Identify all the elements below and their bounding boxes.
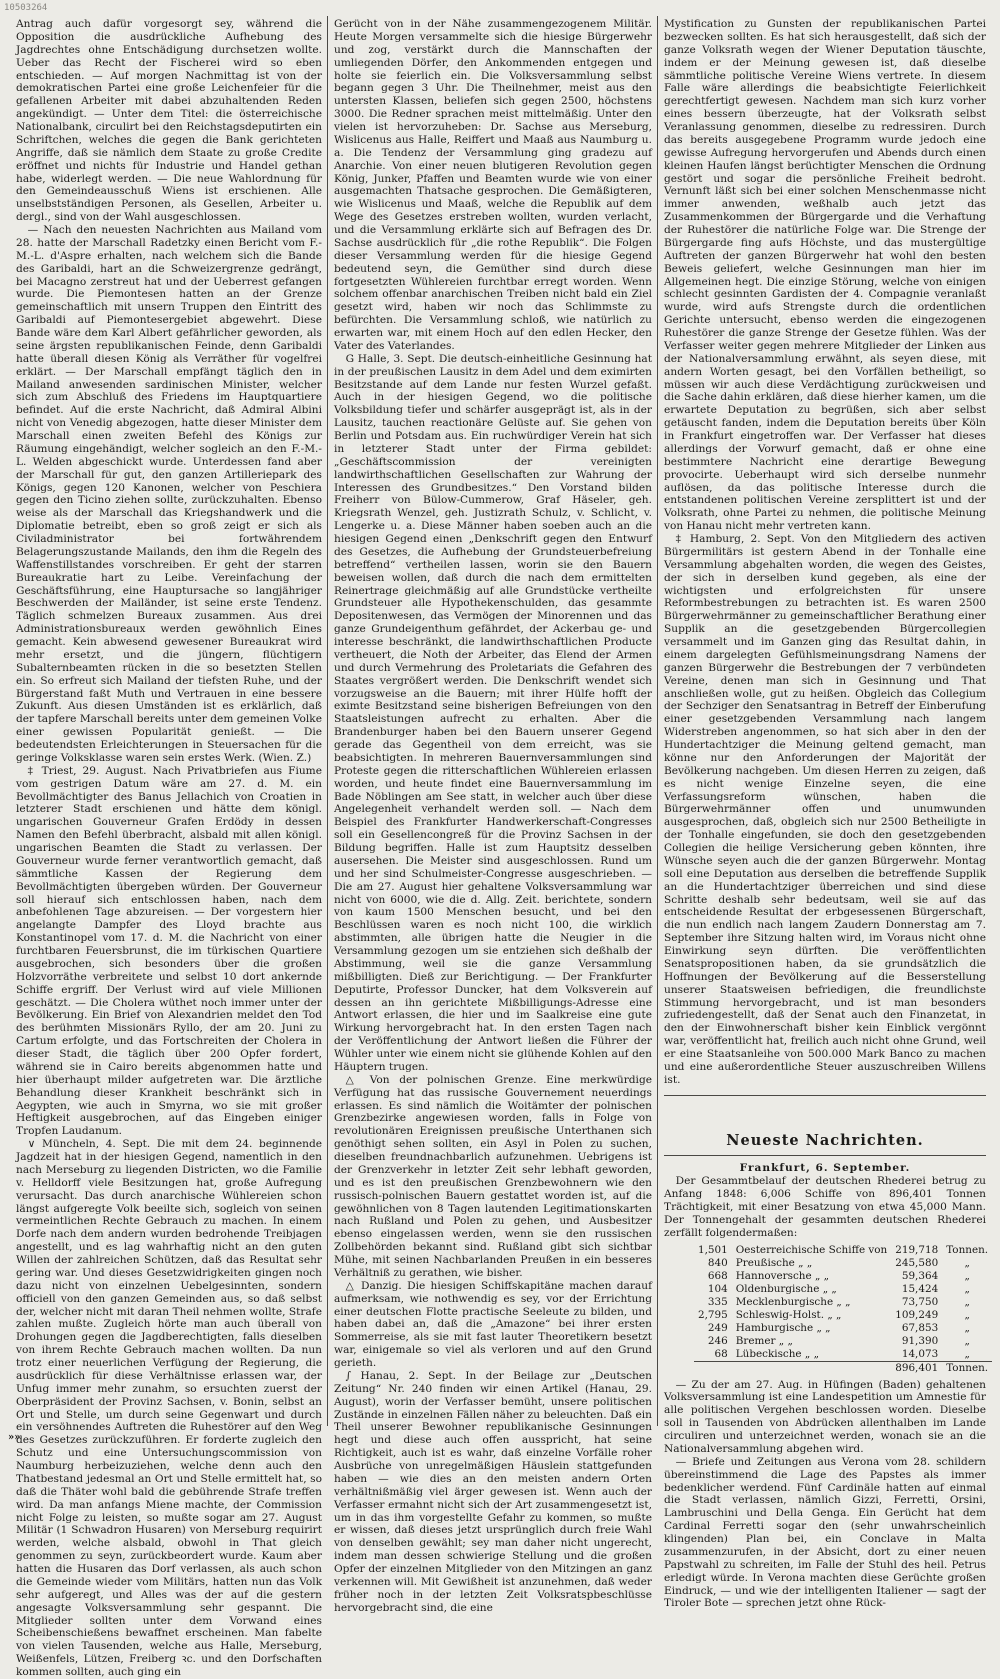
ship-label-text: Schleswig-Holst. [735,1308,825,1321]
ditto-mark: „ [806,1256,813,1269]
article-halle: G Halle, 3. Sept. Die deutsch-einheitliche Gesinnung hat in der preußischen Lausitz in dem Adel und dem eximirten Besitzstande auf dem Lande nur festen Wurzel gefaßt. Auch in der hiesigen Gegend, wo die politische Volksbildung tiefer und schärfer ausgeprägt ist, als in der Lausitz, tauchen reactionäre Gelüste auf. Sie gehen von Berlin und Potsdam aus. Ein ruchwürdiger Verein hat sich in letzterer Stadt unter der Firma gebildet: „Geschäftscommission der vereinigten landwirthschaftlichen Gesellschaften zur Wahrung der Interessen des Grundbesitzes.“ Den Vorstand bilden Freiherr von Bülow-Cummerow, Graf Häseler, geh. Kriegsrath Wenzel, geh. Justizrath Schulz, v. Schlicht, v. Lengerke u. a. Diese Männer haben soeben auch an die hiesigen Gegend einen „Denkschrift gegen den Entwurf des Gesetzes, die Aufhebung der Grundsteuerbefreiung betreffend“ vertheilen lassen, worin sie den Bauern beweisen wollen, daß durch die nach dem ermittelten Reinertrage gleichmäßig auf alle Grundstücke vertheilte Grundsteuer alle Hypothekenschulden, das gesammte Depositenwesen, das Vermögen der Minorennen und das ganze Grundeigenthum gefährdet, der Ackerbau ge- und interesse beschränkt, die landwirthschaftlichen Producte vertheuert, die Noth der Arbeiter, das Elend der Armen und durch Vermehrung des Proletariats die Gefahren des Staates vergrößert werden. Die Denkschrift wendet sich vorzugsweise an die Bauern; mit ihrer Hülfe hofft der eximte Besitzstand seine bisherigen Befreiungen von den Staatsleistungen aufrecht zu erhalten. Aber die Brandenburger haben bei den Bauern unserer Gegend gerade das Gegentheil von dem erreicht, was sie beabsichtigten. In mehreren Bauernversammlungen sind Proteste gegen die ritterschaftlichen Wühlereien erlassen worden, und heute findet eine Bauernversammlung im Bade Nöblingen am See statt, in welcher auch über diese Angelegenheit verhandelt werden soll. — Nach dem Beispiel des Frankfurter Handwerkerschaft-Congresses soll ein Gesellencongreß für die Provinz Sachsen in der Bildung begriffen. Halle ist zum Hauptsitz desselben ausersehen. Die Meister sind ausgeschlossen. Rund um und her sind Schulmeister-Congresse ausgeschrieben. — Die am 27. August hier gehaltene Volksversammlung war nicht von 6000, wie die d. Allg. Zeit. berichtete, sondern von kaum 1500 Menschen besucht, und bei den Beschlüssen waren es noch nicht 100, die wirklich abstimmten, alle übrigen hatte die Neugier in die Versammlung gezogen um sie entziehen sich deßhalb der Abstimmung, weil sie die ganze Versammlung mißbilligten. Dieß zur Berichtigung. — Der Frankfurter Deputirte, Professor Duncker, hat dem Volksverein auf dessen an ihn gerichtete Mißbilligungs-Adresse eine Antwort erlassen, die hier und im Saalkreise eine gute Wirkung hervorgebracht hat. In den ersten Tagen nach der Veröffentlichung der Antwort ließen die Führer der Wühler unter wie einem nicht sie glühende Kohlen auf den Häuptern trugen. [334,352,652,1073]
ship-label: Oesterreichische Schiffe von [735,1243,888,1256]
ship-tons: 219,718 [895,1243,939,1256]
ditto-mark: „ [831,1282,837,1295]
article-mailand: — Nach den neuesten Nachrichten aus Mailand vom 28. hatte der Marschall Radetzky einen Bericht vom F.-M.-L. d'Aspre erhalten, nach welchem sich die Bande des Garibaldi, hart an die Schweizergrenze gedrängt, bei Macagno zerstreut hat und der Ueberrest gefangen wurde. Die Piemontesen hatten an der Grenze gemeinschaftlich mit unsern Truppen den Eintritt des Garibaldi auf Piemontesergebiet abgewehrt. Diese Bande wäre dem Karl Albert gefährlicher geworden, als seine ärgsten republikanischen Feinde, denn Garibaldi hatte überall diesen König als Verräther für vogelfrei erklärt. — Der Marschall empfängt täglich den in Mailand anwesenden sardinischen Minister, welcher sich zum Abschluß des Friedens im Hauptquartiere befindet. Auf die erste Nachricht, daß Admiral Albini nicht von Venedig abgezogen, hatte dieser Minister dem Marschall einen zweiten Befehl des Königs zur Räumung eingehändigt, welcher sogleich an den F.-M.-L. Welden abgeschickt wurde. Unterdessen fand aber der Marschall für gut, den ganzen Artilleriepark des Königs, gegen 120 Kanonen, welcher von Peschiera gegen den Ticino ziehen sollte, zurückzuhalten. Ebenso weise als der Marschall das Kriegshandwerk und die Diplomatie betreibt, eben so groß zeigt er sich als Civiladministrator bei fortwährendem Belagerungszustande Mailands, den ihm die Regeln des Waffenstillstandes vorschreiben. Er geht der starren Bureaukratie hart zu Leibe. Vereinfachung der Geschäftsführung, eine Hauptursache so langjähriger Beschwerden der Mailänder, ist seine erste Tendenz. Täglich schmelzen Bureaux zusammen. Aus drei Administrationsbureaux werden gewöhnlich Eines gemacht. Kein abwesend gewesener Bureaukrat wird mehr ersetzt, und die jüngern, flüchtigern Subalternbeamten rücken in die so besetzten Stellen ein. So erfreut sich Mailand der tiefsten Ruhe, und der Bürgerstand faßt Muth und Vertrauen in eine bessere Zukunft. Aus diesen Umständen ist es erklärlich, daß der tapfere Marschall bereits unter dem gemeinen Volke einer gewissen Popularität genießt. — Die bedeutendsten Erleichterungen in Steuersachen für die geringe Volksklasse waren sein erstes Werk. (Wien. Z.) [16,224,322,764]
ship-tons: 15,424 [901,1282,939,1295]
article-paragraph: Mystification zu Gunsten der republikanischen Partei bezwecken sollten. Es hat sich herausgestellt, daß sich der ganze Volksrath wegen der Wiener Deputation täuschte, indem er der Meinung gewesen ist, daß dieselbe sämmtliche politische Vereine Wiens vertrete. In diesem Falle wäre allerdings die beabsichtigte Feierlichkeit gerechtfertigt gewesen. Nachdem man sich kurz vorher eines bessern überzeugte, hat der Volksrath selbst Veranlassung genommen, dieselbe zu redressiren. Durch das bereits ausgegebene Programm wurde jedoch eine gewisse Aufregung hervorgerufen und Abends durch einen kleinen Haufen längst berüchtigter Menschen die Ordnung gestört und sogar die persönliche Freiheit bedroht. Vernunft läßt sich bei einer solchen Menschenmasse nicht immer anwenden, weßhalb auch jetzt das Zusammenkommen der Bürgergarde und die Verhaftung der Ruhestörer die natürliche Folge war. Die Strenge der Bürgergarde fing aufs Höchste, und das mustergültige Auftreten der ganzen Bürgerwehr hat wohl den besten Beweis geliefert, welche Gesinnungen man hier im Allgemeinen hegt. Die einzige Störung, welche von einigen schlecht gesinnten Gardisten der 4. Compagnie veranlaßt wurde, wird aufs Strengste durch die ordentlichen Gerichte untersucht, ebenso werden die eingezogenen Ruhestörer die ganze Strenge der Gesetze fühlen. Was der Verfasser weiter gegen mehrere Mitglieder der Linken aus der Nationalversammlung erwähnt, als seyen diese, mit andern Worten gesagt, bei den Vorfällen betheiligt, so müssen wir auch diese Verdächtigung zurückweisen und die Sache dahin erklären, daß diese hierher kamen, um die erwartete Deputation zu begrüßen, sich aber selbst getäuscht fanden, indem die Deputation bereits über Köln in Frankfurt eingetroffen war. Der Verfasser hat dieses allerdings der Vorwurf gemacht, daß er ohne eine bestimmtere Nachricht eine derartige Bewegung provocirte. Ueberhaupt wird sich derselbe nunmehr auflösen, da das politische Interesse durch die entstandenen politischen Vereine zersplittert ist und der Volksrath, ohne Partei zu nehmen, die politische Meinung von Hanau nicht mehr vertreten kann. [664,18,986,533]
ship-count: 1,501 [698,1243,728,1256]
ditto-mark: „ [827,1308,833,1321]
table-row [694,1270,992,1283]
ship-count: 68 [714,1347,728,1360]
ship-count: 104 [707,1282,728,1295]
ship-label [732,1296,891,1309]
section-divider [664,1155,986,1156]
ship-label [732,1322,891,1335]
ship-unit: Tonnen. [946,1243,989,1256]
footer-mark: »» [8,1432,21,1443]
ditto-mark: „ [964,1308,970,1321]
page-stamp: 10503264 [4,3,48,13]
section-title: Neueste Nachrichten. [726,1131,924,1149]
article-hufingen: — Zu der am 27. Aug. in Hüfingen (Baden) gehaltenen Volksversammlung ist eine Landespetition um Amnestie für alle politischen Vergehen beschlossen worden. Dieselbe soll in Tausenden von Abdrücken allenthalben im Lande circuliren und unterzeichnet werden, wonach sie an die Nationalversammlung abgehen wird. [664,1378,986,1455]
ship-tons: 14,073 [901,1347,939,1360]
ship-tons: 109,249 [895,1308,939,1321]
ditto-mark: „ [823,1269,830,1282]
table-row [694,1348,992,1362]
ditto-mark: „ [964,1269,970,1282]
ship-label [732,1309,891,1322]
article-hanau: ∫ Hanau, 2. Sept. In der Beilage zur „Deutschen Zeitung“ Nr. 240 finden wir einen Artikel (Hanau, 29. August), worin der Verfasser bemüht, unsere politischen Zustände in einzelnen Fällen näher zu beleuchten. Daß ein Theil unserer Bewohner republikanische Gesinnungen hegt und diese auch offen ausspricht, hat seine Richtigkeit, auch ist es wahr, daß einzelne Vorfälle roher Ausbrüche von unregelmäßigen Häuslein stattgefunden haben — wie dies an den meisten andern Orten verhältnißmäßig viel ärger gewesen ist. Wenn auch der Verfasser ermahnt nicht sich der Art zusammengesetzt ist, um in das ihm vorgestellte Gefahr zu kommen, so mußte er wissen, daß dieses jetzt ursprünglich durch freie Wahl von denselben gewählt; sey man daher nicht ungerecht, indem man dessen schwierige Stellung und die großen Opfer der einzelnen Mitglieder von den Mitzingen an ganz verkennen will. Mit Gewißheit ist anzunehmen, daß weder früher noch in der letzten Zeit Volksratspbeschlüsse hervorgebracht sind, die eine [334,1369,652,1614]
ship-label [732,1335,891,1348]
total-tons: 896,401 [891,1361,942,1375]
ship-count: 335 [707,1295,728,1308]
table-row [694,1244,992,1257]
ditto-mark: „ [778,1334,785,1347]
ditto-mark: „ [964,1334,970,1347]
spacer-cell [732,1361,891,1375]
ship-count: 840 [707,1256,728,1269]
column-3 [664,18,989,1610]
section-divider [664,1095,986,1096]
ship-label-text: Mecklenburgische [735,1295,834,1308]
ship-label-text: Preußische [735,1256,795,1269]
ditto-mark: „ [836,1295,842,1308]
article-rhederei: Der Gesammtbelauf der deutschen Rhederei betrug zu Anfang 1848: 6,006 Schiffe von 896,401 Tonnen Trächtigkeit, mit einer Besatzung von etwa 45,000 Mann. Der Tonnengehalt der gesammten deutschen Rhederei zerfällt folgendermaßen: [664,1175,986,1239]
table-row [694,1322,992,1335]
ship-count: 249 [707,1321,728,1334]
table-row [694,1257,992,1270]
article-danzig: △ Danzig. Die hiesigen Schiffskapitäne machen darauf aufmerksam, wie nothwendig es sey, vor der Errichtung einer deutschen Flotte practische Seeleute zu bilden, und haben dabei an, daß die „Amazone“ bei ihrer ersten Sommerreise, als sie mit fast lauter Theoretikern besetzt war, einigemale so viel als verloren und auf den Grund gerieth. [334,1279,652,1369]
dateline: Frankfurt, 6. September. [739,1162,911,1175]
ship-label-text: Oldenburgische [735,1282,820,1295]
ship-tons: 67,853 [901,1321,939,1334]
ship-tons: 91,390 [901,1334,939,1347]
ditto-mark: „ [964,1347,970,1360]
table-row [694,1309,992,1322]
ditto-mark: „ [787,1334,793,1347]
article-polish-border: △ Von der polnischen Grenze. Eine merkwürdige Verfügung hat das russische Gouvernement neuerdings erlassen. Es sind nämlich die Woitämter der polnischen Grenzbezirke angewiesen worden, falls in Folge von revolutionären Ereignissen preußische Unterthanen sich genöthigt sehen sollten, ein Asyl in Polen zu suchen, dieselben freundnachbarlich aufzunehmen. Uebrigens ist der Grenzverkehr in letzter Zeit sehr lebhaft geworden, und es ist den preußischen Grenzbewohnern wie den russisch-polnischen Bauern gestattet worden ist, auf die gewöhnlichen von 8 Tagen lautenden Legitimationskarten nach Rußland und Polen zu gehen, und Ausbesitzer ebenso eingelassen werden, wenn sie den russischen Zollbehörden bekannt sind. Rußland gibt sich sichtbar Mühe, mit seinen Nachbarlanden Preußen in ein besseres Verhältniß zu gerathen, wie bisher. [334,1073,652,1279]
ship-label-text: Hamburgische [735,1321,814,1334]
ditto-mark: „ [964,1256,970,1269]
ship-label [732,1348,891,1362]
article-triest: ‡ Triest, 29. August. Nach Privatbriefen aus Fiume vom gestrigen Datum wäre am 27. d. M. ein Bevollmächtigter des Banus Jellachich von Croatien in letzterer Stadt erschienen und hätte dem königl. ungarischen Gouverneur Grafen Erdödy in dessen Namen den Befehl überbracht, alsbald mit allen königl. ungarischen Beamten die Stadt zu verlassen. Der Gouverneur wurde ferner verantwortlich gemacht, daß sämmtliche Kassen der Regierung dem Bevollmächtigten übergeben würden. Der Gouverneur soll hierauf sich entschlossen haben, nach dem anbefohlenen Tage abzureisen. — Der vorgestern hier angelangte Dampfer des Lloyd brachte aus Konstantinopel vom 17. d. M. die Nachricht von einer furchtbaren Feuersbrunst, die im türkischen Quartiere ausgebrochen, sich besonders über die großen Holzvorräthe verbreitete und selbst 10 dort ankernde Schiffe ergriff. Der Verlust wird auf viele Millionen geschätzt. — Die Cholera wüthet noch immer unter der Bevölkerung. Ein Brief von Alexandrien meldet den Tod des berühmten Missionärs Ryllo, der am 20. Juni zu Cartum erfolgte, und das Fortschreiten der Cholera in dieser Stadt, die täglich über 200 Opfer fordert, während sie in Cairo bereits abgenommen hatte und hier überhaupt milder aufgetreten war. Die ärztliche Behandlung dieser Krankheit beschränkt sich in Aegypten, wie auch in Smyrna, wo sie mit großer Heftigkeit ausgebrochen, auf das Eingeben einiger Tropfen Laudanum. [16,764,322,1138]
column-2 [334,18,652,1614]
ship-label-text: Bremer [735,1334,776,1347]
column-rule-left [327,16,328,1426]
ships-table [694,1244,992,1375]
ditto-mark: „ [804,1347,811,1360]
table-row [694,1335,992,1348]
ship-tons: 245,580 [895,1256,939,1269]
table-total-row [694,1361,992,1375]
ditto-mark: „ [836,1308,842,1321]
ship-count: 668 [707,1269,728,1282]
ditto-mark: „ [822,1282,829,1295]
column-1 [16,18,322,1678]
ship-count: 246 [707,1334,728,1347]
ditto-mark: „ [813,1347,819,1360]
ditto-mark: „ [814,1269,821,1282]
article-verona: — Briefe und Zeitungen aus Verona vom 28. schildern übereinstimmend die Lage des Papstes als immer bedenklicher werdend. Fünf Cardinäle hatten auf einmal die Stadt verlassen, nämlich Gizzi, Ferretti, Orsini, Lambruschini und Della Genga. Ein Gerücht hat dem Cardinal Ferretti sogar den (sehr unwahrscheinlich klingenden) Plan bei, ein Conclave in Malta zusammenzurufen, in der Absicht, dort zu einer neuen Papstwahl zu schreiten, im Falle der Stuhl des heil. Petrus erledigt würde. In Verona machten diese Gerüchte großen Eindruck, — und wie der intelligenten Italiener — sagt der Tiroler Bote — sprechen jetzt ohne Rück- [664,1455,986,1610]
ship-label [732,1257,891,1270]
ship-label [732,1270,891,1283]
table-row [694,1296,992,1309]
ditto-mark: „ [964,1282,970,1295]
ship-tons: 59,364 [901,1269,939,1282]
ditto-mark: „ [816,1321,822,1334]
column-rule-right [657,16,658,1426]
ship-label-text: Hannoversche [735,1269,812,1282]
ship-label-text: Lübeckische [735,1347,802,1360]
article-paragraph: Antrag auch dafür vorgesorgt sey, während die Opposition die ausdrückliche Aufhebung des Jagdrechtes ohne Entschädigung durchsetzen wollte. Ueber das Recht der Fischerei wird so eben entschieden. — Auf morgen Nachmittag ist von der demokratischen Partei eine große Leichenfeier für die gefallenen Arbeiter mit dabei abzuhaltenden Reden angekündigt. — Unter dem Titel: die österreichische Nationalbank, circulirt bei den Reichstagsdeputirten ein Schriftchen, welches die gegen die Bank gerichteten Angriffe, daß sie nämlich dem Staate zu große Credite eröffnet und nichts für Industrie und Handel gethan habe, widerlegt werden. — Die neue Wahlordnung für den Gemeindeausschuß Wiens ist erschienen. Alle unselbstständigen Personen, als Gesellen, Arbeiter u. dergl., sind von der Wahl ausgeschlossen. [16,18,322,224]
ship-label [732,1283,891,1296]
ditto-mark: „ [845,1295,851,1308]
article-mucheln: ∨ Müncheln, 4. Sept. Die mit dem 24. beginnende Jagdzeit hat in der hiesigen Gegend, namentlich in den nach Merseburg zu liegenden Districten, wo die Familie v. Helldorff viele Besitzungen hat, große Aufregung verursacht. Das durch anarchische Wühlereien schon längst aufgeregte Volk beeilte sich, sogleich von seinen vermeintlichen Rechte Gebrauch zu machen. In einem Dorfe nach dem andern wurden bedrohende Treibjagen angestellt, und es lag wahrhaftig nicht an den guten Willen der zahlreichen Schützen, daß das Resultat sehr gering war. Und dieses Gesetzwidrigkeiten gingen noch dazu nicht von einzelnen Uebelgesinnten, sondern officiell von den ganzen Gemeinden aus, so daß selbst der, welcher nicht mit daran Theil nehmen wollte, Strafe zahlen mußte. Zugleich hörte man auch überall von Drohungen gegen die Jagdberechtigten, falls dieselben von ihrem Rechte Gebrauch machen wollten. Da nun trotz einer neuerlichen Verfügung der Regierung, die ausdrücklich für diese Verhältnisse erlassen war, der Unfug immer mehr zunahm, so ersuchten zuerst der Oberpräsident der Provinz Sachsen, v. Bonin, selbst an Ort und Stelle, um durch seine Gegenwart und durch ein versöhnendes Auftreten die Ruhestörer auf den Weg des Gesetzes zurückzuführen. Er forderte zugleich den Schutz und eine Untersuchungscommission von Naumburg herbeizuziehen, welche denn auch den Thatbestand jedesmal an Ort und Stelle ermittelt hat, so daß die Thäter wohl bald die gebührende Strafe treffen wird. Da man anfangs Miene machte, der Commission nicht Folge zu leisten, so mußte sogar am 27. August Militär (1 Schwadron Husaren) von Merseburg requirirt werden, welche alsbald, obwohl in That gleich genommen zu seyn, zurückbeordert wurde. Kaum aber hatten die Husaren das Dorf verlassen, als auch schon die Gemeinde wieder vom Militärs, hatten nun das Volk sehr aufgeregt, und Alles was der auf die gestern angesagte Volksversammlung sehr gespannt. Die Mitglieder sollten unter dem Vorwand eines Scheibenschießens bewaffnet erscheinen. Man fabelte von vielen Tausenden, welche aus Halle, Merseburg, Weißenfels, Lützen, Freiberg ꝛc. und den Dorfschaften kommen sollten, auch ging ein [16,1138,322,1678]
ditto-mark: „ [964,1295,970,1308]
ditto-mark: „ [798,1256,804,1269]
ditto-mark: „ [825,1321,831,1334]
ship-tons: 73,750 [901,1295,939,1308]
ship-count: 2,795 [698,1308,728,1321]
ditto-mark: „ [964,1321,970,1334]
spacer-cell [694,1361,732,1375]
article-paragraph: Gerücht von in der Nähe zusammengezogenem Militär. Heute Morgen versammelte sich die hiesige Bürgerwehr und zog, verstärkt durch die Mannschaften der umliegenden Dörfer, den Ankommenden entgegen und holte sie feierlich ein. Die Volksversammlung selbst begann gegen 3 Uhr. Die Theilnehmer, meist aus den untersten Klassen, beliefen sich gegen 2500, höchstens 3000. Die Redner sprachen meist mittelmäßig. Unter den vielen ist hervorzuheben: Dr. Sachse aus Merseburg, Wislicenus aus Halle, Reiffert und Maaß aus Naumburg u. a. Die Tendenz der Versammlung ging gradezu auf Anarchie. Von einer neuen blutigeren Revolution gegen König, Junker, Pfaffen und Beamten wurde wie von einer ausgemachten Thatsache gesprochen. Die Gemäßigteren, wie Wislicenus und Maaß, welche die Republik auf dem Wege des Gesetzes erstreben wollten, wurden verlacht, und die Versammlung erklärte sich auf Befragen des Dr. Sachse ausdrücklich für „die rothe Republik“. Die Folgen dieser Versammlung werden für die hiesige Gegend bedeutend seyn, die Gemüther sind durch diese fortgesetzten Wühlereien furchtbar erregt worden. Wenn solchem offenbar anarchischen Treiben nicht bald ein Ziel gesetzt wird, haben wir noch das Schlimmste zu befürchten. Die Versammlung schloß, wie natürlich zu erwarten war, mit einem Hoch auf den edlen Hecker, den Vater des Vaterlandes. [334,18,652,352]
total-unit: Tonnen. [942,1361,992,1375]
article-hamburg: ‡ Hamburg, 2. Sept. Von den Mitgliedern des activen Bürgermilitärs ist gestern Abend in der Tonhalle eine Versammlung abgehalten worden, die wegen des Geistes, der sich in derselben kund gegeben, als eine der wichtigsten und erfolgreichsten für unsere Reformbestrebungen zu betrachten ist. Es waren 2500 Bürgerwehrmänner zu gemeinschaftlicher Berathung einer Supplik an die gesetzgebenden Bürgercollegien versammelt und im Ganzen ging das Resultat dahin, in einem dargelegten Gefühlsmeinungsdrang Namens der ganzen Bürgerwehr die Bestrebungen der 7 verbündeten Vereine, denen man sich in Gesinnung und That anschließen wolle, gut zu heißen. Obgleich das Collegium der Sechziger den Senatsantrag in Betreff der Einberufung einer gesetzgebenden Versammlung nach langem Widerstreben angenommen, so hat sich aber in den der Hundertachtziger die Meinung geltend gemacht, man könne nur den Anforderungen der Majorität der Bevölkerung nachgeben. Um diesen Herren zu zeigen, daß es nicht wenige Einzelne seyen, die eine Verfassungsreform wünschen, haben die Bürgerwehrmänner offen und unumwunden ausgesprochen, daß, obgleich sich nur 2500 Betheiligte in der Tonhalle eingefunden, sie doch den gesetzgebenden Collegien die heilige Versicherung geben könnten, ihre Wünsche seyen auch die der ganzen Bürgerwehr. Montag soll eine Deputation aus derselben die betreffende Supplik an die Hundertachtziger überreichen und sind diese Schritte deshalb sehr bedeutsam, weil sie auf das entscheidende Resultat der erbgesessenen Bürgerschaft, die nun endlich nach langem Zaudern Donnerstag am 7. September ihre Sitzung halten wird, im Voraus nicht ohne Einwirkung seyn dürften. Die veröffentlichten Senatspropositionen haben, da sie grundsätzlich die Hoffnungen der Bevölkerung auf die Besserstellung unserer Staatsweisen befriedigen, die freundlichste Stimmung hervorgebracht, und ist man besonders zufriedengestellt, daß der Senat auch den Finanzetat, in den der Einwohnerschaft bisher kein Einblick vergönnt war, veröffentlicht hat, freilich auch nicht ohne Grund, weil er eine Staatsanleihe von 500.000 Mark Banco zu machen und eine außerordentliche Steuer auszuschreiben Willens ist. [664,533,986,1086]
table-row [694,1283,992,1296]
